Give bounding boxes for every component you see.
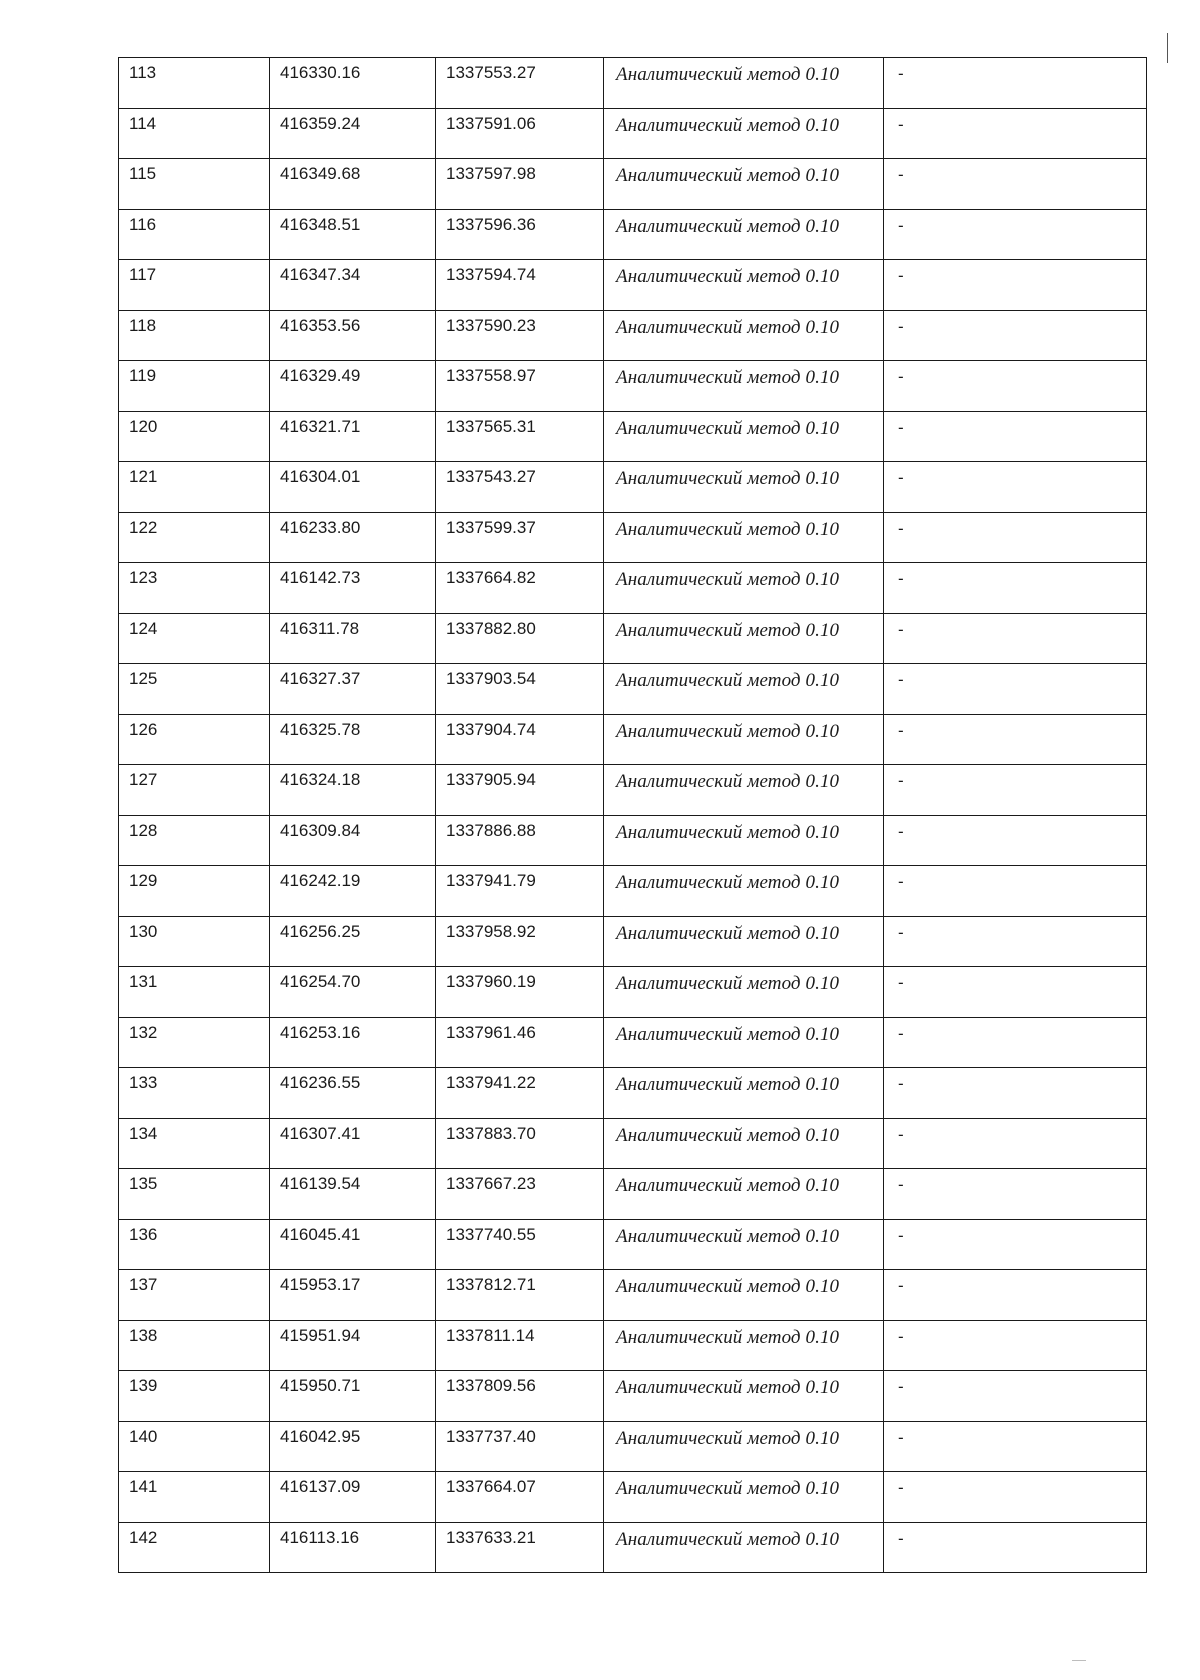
x-coordinate-cell: 415953.17	[270, 1270, 436, 1321]
description-cell: -	[884, 866, 1147, 917]
table-row	[119, 1371, 1147, 1422]
method-accuracy-cell: Аналитический метод 0.10	[604, 1068, 884, 1119]
method-accuracy-cell: Аналитический метод 0.10	[604, 310, 884, 361]
method-accuracy-cell: Аналитический метод 0.10	[604, 1320, 884, 1371]
table-row	[119, 1270, 1147, 1321]
point-number-cell: 125	[119, 664, 270, 715]
table-row	[119, 1219, 1147, 1270]
y-coordinate-cell: 1337886.88	[436, 815, 604, 866]
table-row	[119, 815, 1147, 866]
method-accuracy-cell: Аналитический метод 0.10	[604, 462, 884, 513]
x-coordinate-cell: 416325.78	[270, 714, 436, 765]
point-number-cell: 114	[119, 108, 270, 159]
description-cell: -	[884, 462, 1147, 513]
method-accuracy-cell: Аналитический метод 0.10	[604, 1472, 884, 1523]
point-number-cell: 129	[119, 866, 270, 917]
x-coordinate-cell: 416324.18	[270, 765, 436, 816]
description-cell: -	[884, 613, 1147, 664]
y-coordinate-cell: 1337543.27	[436, 462, 604, 513]
point-number-cell: 142	[119, 1522, 270, 1573]
y-coordinate-cell: 1337882.80	[436, 613, 604, 664]
point-number-cell: 116	[119, 209, 270, 260]
x-coordinate-cell: 416242.19	[270, 866, 436, 917]
description-cell: -	[884, 1017, 1147, 1068]
table-row	[119, 1169, 1147, 1220]
table-row	[119, 411, 1147, 462]
point-number-cell: 128	[119, 815, 270, 866]
x-coordinate-cell: 416139.54	[270, 1169, 436, 1220]
method-accuracy-cell: Аналитический метод 0.10	[604, 512, 884, 563]
scan-smudge	[1072, 1660, 1086, 1661]
x-coordinate-cell: 416253.16	[270, 1017, 436, 1068]
point-number-cell: 124	[119, 613, 270, 664]
description-cell: -	[884, 967, 1147, 1018]
point-number-cell: 119	[119, 361, 270, 412]
method-accuracy-cell: Аналитический метод 0.10	[604, 260, 884, 311]
point-number-cell: 118	[119, 310, 270, 361]
description-cell: -	[884, 916, 1147, 967]
method-accuracy-cell: Аналитический метод 0.10	[604, 1017, 884, 1068]
x-coordinate-cell: 416353.56	[270, 310, 436, 361]
method-accuracy-cell: Аналитический метод 0.10	[604, 563, 884, 614]
method-accuracy-cell: Аналитический метод 0.10	[604, 1522, 884, 1573]
method-accuracy-cell: Аналитический метод 0.10	[604, 613, 884, 664]
point-number-cell: 138	[119, 1320, 270, 1371]
table-row	[119, 1421, 1147, 1472]
description-cell: -	[884, 563, 1147, 614]
table-row	[119, 58, 1147, 109]
table-row	[119, 1522, 1147, 1573]
x-coordinate-cell: 416359.24	[270, 108, 436, 159]
table-row	[119, 108, 1147, 159]
method-accuracy-cell: Аналитический метод 0.10	[604, 361, 884, 412]
table-row	[119, 260, 1147, 311]
table-row	[119, 310, 1147, 361]
method-accuracy-cell: Аналитический метод 0.10	[604, 1371, 884, 1422]
table-row	[119, 1472, 1147, 1523]
point-number-cell: 121	[119, 462, 270, 513]
point-number-cell: 120	[119, 411, 270, 462]
x-coordinate-cell: 416327.37	[270, 664, 436, 715]
x-coordinate-cell: 416256.25	[270, 916, 436, 967]
point-number-cell: 136	[119, 1219, 270, 1270]
y-coordinate-cell: 1337941.22	[436, 1068, 604, 1119]
table-row	[119, 613, 1147, 664]
point-number-cell: 113	[119, 58, 270, 109]
x-coordinate-cell: 416233.80	[270, 512, 436, 563]
method-accuracy-cell: Аналитический метод 0.10	[604, 1169, 884, 1220]
description-cell: -	[884, 1472, 1147, 1523]
table-row	[119, 664, 1147, 715]
y-coordinate-cell: 1337811.14	[436, 1320, 604, 1371]
x-coordinate-cell: 416142.73	[270, 563, 436, 614]
method-accuracy-cell: Аналитический метод 0.10	[604, 815, 884, 866]
x-coordinate-cell: 415951.94	[270, 1320, 436, 1371]
method-accuracy-cell: Аналитический метод 0.10	[604, 866, 884, 917]
x-coordinate-cell: 416349.68	[270, 159, 436, 210]
method-accuracy-cell: Аналитический метод 0.10	[604, 1270, 884, 1321]
table-row	[119, 714, 1147, 765]
point-number-cell: 139	[119, 1371, 270, 1422]
table-row	[119, 1068, 1147, 1119]
description-cell: -	[884, 512, 1147, 563]
description-cell: -	[884, 664, 1147, 715]
description-cell: -	[884, 815, 1147, 866]
table-row	[119, 462, 1147, 513]
scan-edge-mark	[1167, 33, 1168, 63]
description-cell: -	[884, 209, 1147, 260]
description-cell: -	[884, 1371, 1147, 1422]
description-cell: -	[884, 361, 1147, 412]
description-cell: -	[884, 260, 1147, 311]
y-coordinate-cell: 1337809.56	[436, 1371, 604, 1422]
point-number-cell: 135	[119, 1169, 270, 1220]
x-coordinate-cell: 416042.95	[270, 1421, 436, 1472]
description-cell: -	[884, 1219, 1147, 1270]
y-coordinate-cell: 1337941.79	[436, 866, 604, 917]
y-coordinate-cell: 1337599.37	[436, 512, 604, 563]
x-coordinate-cell: 416311.78	[270, 613, 436, 664]
x-coordinate-cell: 416307.41	[270, 1118, 436, 1169]
method-accuracy-cell: Аналитический метод 0.10	[604, 765, 884, 816]
method-accuracy-cell: Аналитический метод 0.10	[604, 159, 884, 210]
description-cell: -	[884, 159, 1147, 210]
description-cell: -	[884, 1421, 1147, 1472]
y-coordinate-cell: 1337553.27	[436, 58, 604, 109]
point-number-cell: 117	[119, 260, 270, 311]
x-coordinate-cell: 416236.55	[270, 1068, 436, 1119]
y-coordinate-cell: 1337633.21	[436, 1522, 604, 1573]
point-number-cell: 140	[119, 1421, 270, 1472]
table-row	[119, 563, 1147, 614]
y-coordinate-cell: 1337565.31	[436, 411, 604, 462]
method-accuracy-cell: Аналитический метод 0.10	[604, 108, 884, 159]
x-coordinate-cell: 416329.49	[270, 361, 436, 412]
table-row	[119, 916, 1147, 967]
x-coordinate-cell: 416309.84	[270, 815, 436, 866]
point-number-cell: 126	[119, 714, 270, 765]
method-accuracy-cell: Аналитический метод 0.10	[604, 916, 884, 967]
table-row	[119, 512, 1147, 563]
description-cell: -	[884, 411, 1147, 462]
y-coordinate-cell: 1337737.40	[436, 1421, 604, 1472]
y-coordinate-cell: 1337590.23	[436, 310, 604, 361]
y-coordinate-cell: 1337664.82	[436, 563, 604, 614]
point-number-cell: 132	[119, 1017, 270, 1068]
description-cell: -	[884, 310, 1147, 361]
y-coordinate-cell: 1337594.74	[436, 260, 604, 311]
table-row	[119, 1118, 1147, 1169]
point-number-cell: 141	[119, 1472, 270, 1523]
point-number-cell: 115	[119, 159, 270, 210]
y-coordinate-cell: 1337591.06	[436, 108, 604, 159]
coordinates-table	[118, 57, 1147, 1573]
y-coordinate-cell: 1337596.36	[436, 209, 604, 260]
method-accuracy-cell: Аналитический метод 0.10	[604, 967, 884, 1018]
y-coordinate-cell: 1337961.46	[436, 1017, 604, 1068]
y-coordinate-cell: 1337903.54	[436, 664, 604, 715]
x-coordinate-cell: 416330.16	[270, 58, 436, 109]
method-accuracy-cell: Аналитический метод 0.10	[604, 1219, 884, 1270]
description-cell: -	[884, 1320, 1147, 1371]
y-coordinate-cell: 1337812.71	[436, 1270, 604, 1321]
method-accuracy-cell: Аналитический метод 0.10	[604, 714, 884, 765]
point-number-cell: 133	[119, 1068, 270, 1119]
y-coordinate-cell: 1337905.94	[436, 765, 604, 816]
table-row	[119, 361, 1147, 412]
y-coordinate-cell: 1337597.98	[436, 159, 604, 210]
x-coordinate-cell: 416348.51	[270, 209, 436, 260]
method-accuracy-cell: Аналитический метод 0.10	[604, 411, 884, 462]
table-row	[119, 1320, 1147, 1371]
point-number-cell: 123	[119, 563, 270, 614]
description-cell: -	[884, 1068, 1147, 1119]
description-cell: -	[884, 1522, 1147, 1573]
point-number-cell: 122	[119, 512, 270, 563]
table-row	[119, 866, 1147, 917]
method-accuracy-cell: Аналитический метод 0.10	[604, 1118, 884, 1169]
x-coordinate-cell: 416321.71	[270, 411, 436, 462]
y-coordinate-cell: 1337558.97	[436, 361, 604, 412]
y-coordinate-cell: 1337904.74	[436, 714, 604, 765]
description-cell: -	[884, 714, 1147, 765]
table-row	[119, 765, 1147, 816]
table-row	[119, 1017, 1147, 1068]
x-coordinate-cell: 415950.71	[270, 1371, 436, 1422]
y-coordinate-cell: 1337958.92	[436, 916, 604, 967]
x-coordinate-cell: 416137.09	[270, 1472, 436, 1523]
method-accuracy-cell: Аналитический метод 0.10	[604, 1421, 884, 1472]
table-row	[119, 967, 1147, 1018]
x-coordinate-cell: 416254.70	[270, 967, 436, 1018]
x-coordinate-cell: 416347.34	[270, 260, 436, 311]
x-coordinate-cell: 416304.01	[270, 462, 436, 513]
point-number-cell: 131	[119, 967, 270, 1018]
y-coordinate-cell: 1337664.07	[436, 1472, 604, 1523]
point-number-cell: 137	[119, 1270, 270, 1321]
y-coordinate-cell: 1337740.55	[436, 1219, 604, 1270]
method-accuracy-cell: Аналитический метод 0.10	[604, 664, 884, 715]
y-coordinate-cell: 1337667.23	[436, 1169, 604, 1220]
description-cell: -	[884, 1118, 1147, 1169]
method-accuracy-cell: Аналитический метод 0.10	[604, 58, 884, 109]
point-number-cell: 134	[119, 1118, 270, 1169]
y-coordinate-cell: 1337960.19	[436, 967, 604, 1018]
description-cell: -	[884, 1169, 1147, 1220]
description-cell: -	[884, 1270, 1147, 1321]
point-number-cell: 127	[119, 765, 270, 816]
description-cell: -	[884, 58, 1147, 109]
point-number-cell: 130	[119, 916, 270, 967]
x-coordinate-cell: 416045.41	[270, 1219, 436, 1270]
x-coordinate-cell: 416113.16	[270, 1522, 436, 1573]
coordinates-table-body	[119, 58, 1147, 1573]
table-row	[119, 159, 1147, 210]
description-cell: -	[884, 108, 1147, 159]
table-row	[119, 209, 1147, 260]
y-coordinate-cell: 1337883.70	[436, 1118, 604, 1169]
method-accuracy-cell: Аналитический метод 0.10	[604, 209, 884, 260]
description-cell: -	[884, 765, 1147, 816]
